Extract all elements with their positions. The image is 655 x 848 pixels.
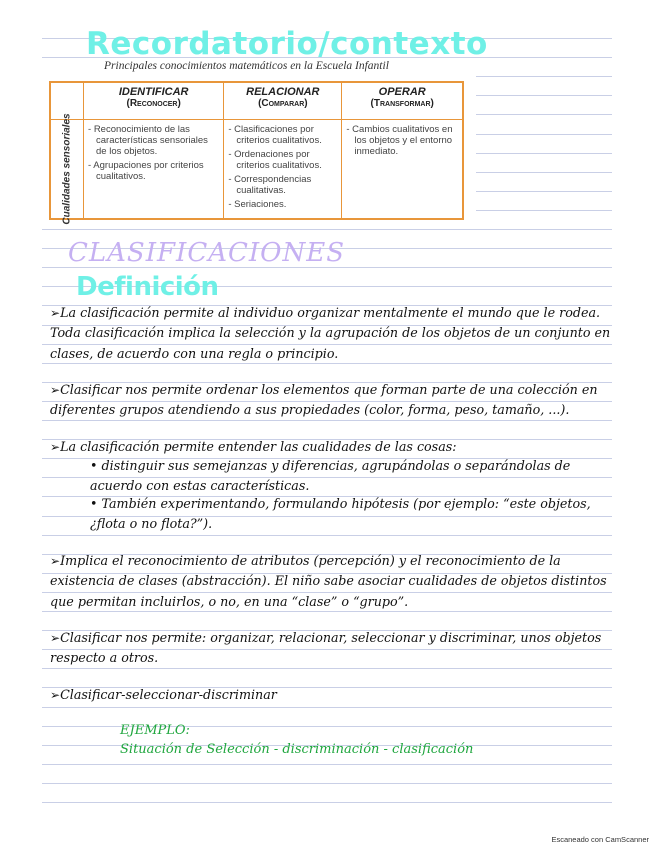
ruled-line [42, 707, 612, 708]
list-item: - Agrupaciones por criterios cualitativos. [88, 160, 219, 182]
paragraph-2: ➢Clasificar nos permite ordenar los elementos que forman parte de una colección en diferentes grupos atendiendo a sus propiedades (color, forma, peso, tamaño, ...). [50, 382, 598, 418]
ruled-line [42, 535, 612, 536]
list-item: - Correspondencias cualitativas. [228, 174, 337, 196]
ruled-line [42, 764, 612, 765]
ruled-line [42, 783, 612, 784]
sub-bullet-2: • También experimentando, formulando hipótesis (por ejemplo: “este objetos, ¿flota o no flota?”). [90, 496, 591, 531]
list-item: - Reconocimiento de las características sensoriales de los objetos. [88, 124, 219, 157]
list-item: - Seriaciones. [228, 199, 337, 210]
ruled-line [476, 114, 612, 115]
example-text: Situación de Selección - discriminación - clasificación [120, 742, 474, 757]
column-operar: OPERAR (Transformar) [342, 82, 463, 120]
ruled-line [476, 191, 612, 192]
example-label: EJEMPLO: [120, 723, 190, 738]
ruled-line [42, 802, 612, 803]
column-identificar: IDENTIFICAR (Reconocer) [84, 82, 224, 120]
arrow-bullet-icon: ➢ [50, 306, 61, 320]
ruled-line [476, 134, 612, 135]
column-relacionar: RELACIONAR (Comparar) [224, 82, 342, 120]
section-heading: CLASIFICACIONES [68, 238, 346, 268]
paragraph-4: ➢Implica el reconocimiento de atributos (percepción) y el reconocimiento de la existencia de clases (abstracción). El niño sabe asociar cualidades de objetos distintos que permitan incluirlos, o no, en una “clase” o “grupo”. [50, 553, 607, 609]
scanner-footer: Escaneado con CamScanner [551, 835, 649, 844]
page-title: Recordatorio/contexto [86, 26, 488, 62]
cell-identificar [84, 120, 224, 220]
list-item: - Ordenaciones por criterios cualitativos. [228, 149, 337, 171]
ruled-line [476, 95, 612, 96]
paragraph-6: ➢Clasificar-seleccionar-discriminar [50, 687, 277, 702]
list-item: - Clasificaciones por criterios cualitativos. [228, 124, 337, 146]
math-knowledge-table [49, 81, 464, 225]
row-label: Cualidades sensoriales [50, 120, 84, 220]
arrow-bullet-icon: ➢ [50, 383, 61, 397]
paragraph-3: ➢La clasificación permite entender las cualidades de las cosas: [50, 439, 457, 454]
section-subheading: Definición [76, 272, 219, 302]
table-caption: Principales conocimientos matemáticos en la Escuela Infantil [104, 60, 389, 72]
cell-relacionar [224, 120, 342, 220]
cell-operar [342, 120, 463, 220]
list-item: - Cambios cualitativos en los objetos y el entorno inmediato. [346, 124, 458, 157]
paragraph-1: ➢La clasificación permite al individuo organizar mentalmente el mundo que le rodea. Toda clasificación implica la selección y la agrupación de los objetos de un conjunto en clases, de acuerdo con una regla o principio. [50, 305, 611, 361]
arrow-bullet-icon: ➢ [50, 631, 61, 645]
ruled-line [476, 172, 612, 173]
ruled-line [476, 210, 612, 211]
paragraph-5: ➢Clasificar nos permite: organizar, relacionar, seleccionar y discriminar, unos objetos respecto a otros. [50, 630, 602, 666]
arrow-bullet-icon: ➢ [50, 440, 61, 454]
ruled-line [42, 229, 612, 230]
ruled-line [476, 76, 612, 77]
arrow-bullet-icon: ➢ [50, 688, 61, 702]
arrow-bullet-icon: ➢ [50, 554, 61, 568]
ruled-line [476, 153, 612, 154]
sub-bullet-1: • distinguir sus semejanzas y diferencias, agrupándolas o separándolas de acuerdo con estas características. [90, 458, 571, 493]
